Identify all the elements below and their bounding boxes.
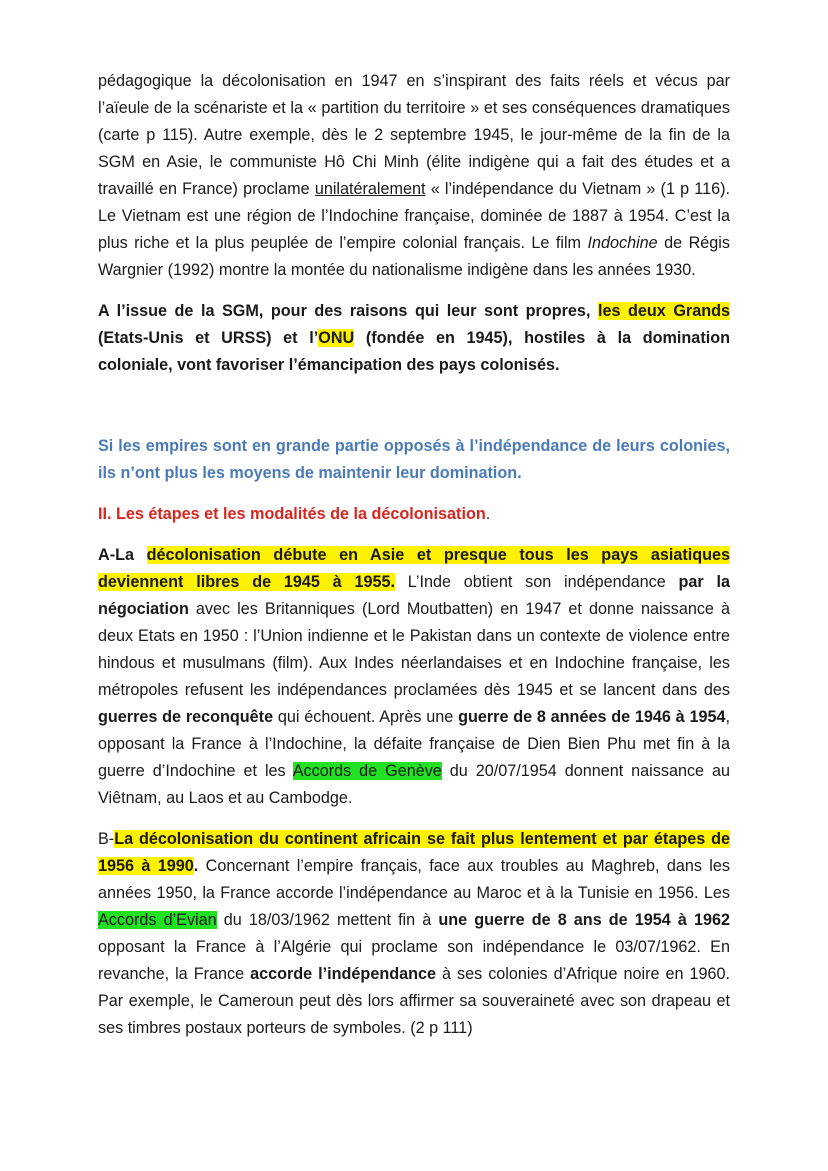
text-run: avec les Britanniques (Lord Moutbatten) en 1947 et donne naissance à deux Etats en 1950 : l’Union indienne et le Pakistan dans un contexte de violence entre hindous et musulmans (film). Aux Indes néerlandaises et en Indochine française, les métropoles refusent les indépendances proclamées dès 1945 et se lancent dans des bbox=[98, 600, 730, 699]
bold-text: une guerre de 8 ans de 1954 à 1962 bbox=[438, 911, 730, 929]
heading-dot: . bbox=[485, 505, 491, 523]
text-run: de Régis Wargnier (1992) montre la montée du nationalisme indigène dans les années 1930. bbox=[98, 234, 730, 279]
text-run: (fondée en 1945), hostiles à la domination coloniale, vont favoriser l’émancipation des pays colonisés. bbox=[98, 329, 730, 374]
bold-text: par la négociation bbox=[98, 573, 730, 618]
text-run: du 20/07/1954 donnent naissance au Viêtnam, au Laos et au Cambodge. bbox=[98, 762, 731, 807]
paragraph-africa bbox=[98, 826, 730, 1042]
transition-sentence: Si les empires sont en grande partie opposés à l’indépendance de leurs colonies, ils n’ont plus les moyens de maintenir leur domination. bbox=[98, 437, 730, 482]
subsection-label: B- bbox=[98, 830, 115, 848]
paragraph-asia bbox=[98, 542, 730, 812]
highlight-green: Accords de Genève bbox=[292, 762, 442, 780]
text-run: pédagogique la décolonisation en 1947 en s’inspirant des faits réels et vécus par l’aïeule de la scénariste et la « partition du territoire » et ses conséquences dramatiques (carte p 115). Autre exemple, dès le 2 septembre 1945, le jour-même de la fin de la SGM en Asie, le communiste Hô Chi Minh (élite indigène qui a fait des études et a travaillé en France) proclame bbox=[98, 72, 730, 198]
text-run: du 18/03/1962 mettent fin à bbox=[216, 911, 439, 929]
paragraph-great-powers bbox=[98, 298, 730, 379]
highlight-yellow: les deux Grands bbox=[597, 302, 731, 320]
subsection-label: A-La bbox=[98, 546, 147, 564]
paragraph-india-vietnam bbox=[98, 68, 730, 284]
underlined-text: unilatéralement bbox=[314, 180, 426, 198]
highlight-green: Accords d’Evian bbox=[98, 911, 217, 929]
section-heading bbox=[98, 501, 730, 528]
text-run: , opposant la France à l’Indochine, la défaite française de Dien Bien Phu met fin à la guerre d’Indochine et les bbox=[98, 708, 730, 780]
text-run: A l’issue de la SGM, pour des raisons qui leur sont propres, bbox=[98, 302, 598, 320]
bold-text: accorde l’indépendance bbox=[250, 965, 436, 983]
text-run: « l’indépendance du Vietnam » (1 p 116). Le Vietnam est une région de l’Indochine française, dominée de 1887 à 1954. C’est la plus riche et la plus peuplée de l’empire colonial français. Le film bbox=[98, 180, 730, 252]
highlight-yellow: ONU bbox=[318, 329, 355, 347]
document-page bbox=[98, 68, 730, 1056]
bold-text: guerre de 8 années de 1946 à 1954 bbox=[458, 708, 726, 726]
film-title: Indochine bbox=[587, 234, 658, 252]
text-run: L’Inde obtient son indépendance bbox=[394, 573, 679, 591]
text-run: opposant la France à l’Algérie qui proclame son indépendance le 03/07/1962. En revanche, la France bbox=[98, 938, 730, 983]
text-run: qui échouent. Après une bbox=[273, 708, 459, 726]
bold-text: guerres de reconquête bbox=[98, 708, 274, 726]
text-run: Concernant l’empire français, face aux troubles au Maghreb, dans les années 1950, la France accorde l’indépendance au Maroc et à la Tunisie en 1956. Les bbox=[98, 857, 731, 902]
text-run: à ses colonies d’Afrique noire en 1960. Par exemple, le Cameroun peut dès lors affirmer sa souveraineté avec son drapeau et ses timbres postaux porteurs de symboles. (2 p 111) bbox=[98, 965, 730, 1037]
text-run: (Etats-Unis et URSS) et l’ bbox=[98, 329, 319, 347]
highlight-yellow: décolonisation débute en Asie et presque tous les pays asiatiques deviennent libres de 1945 à 1955. bbox=[98, 546, 730, 591]
highlight-yellow: La décolonisation du continent africain se fait plus lentement et par étapes de 1956 à 1990 bbox=[98, 830, 730, 875]
text-run: . bbox=[193, 857, 199, 875]
spacer bbox=[98, 393, 730, 433]
heading-text: II. Les étapes et les modalités de la décolonisation bbox=[98, 505, 486, 523]
